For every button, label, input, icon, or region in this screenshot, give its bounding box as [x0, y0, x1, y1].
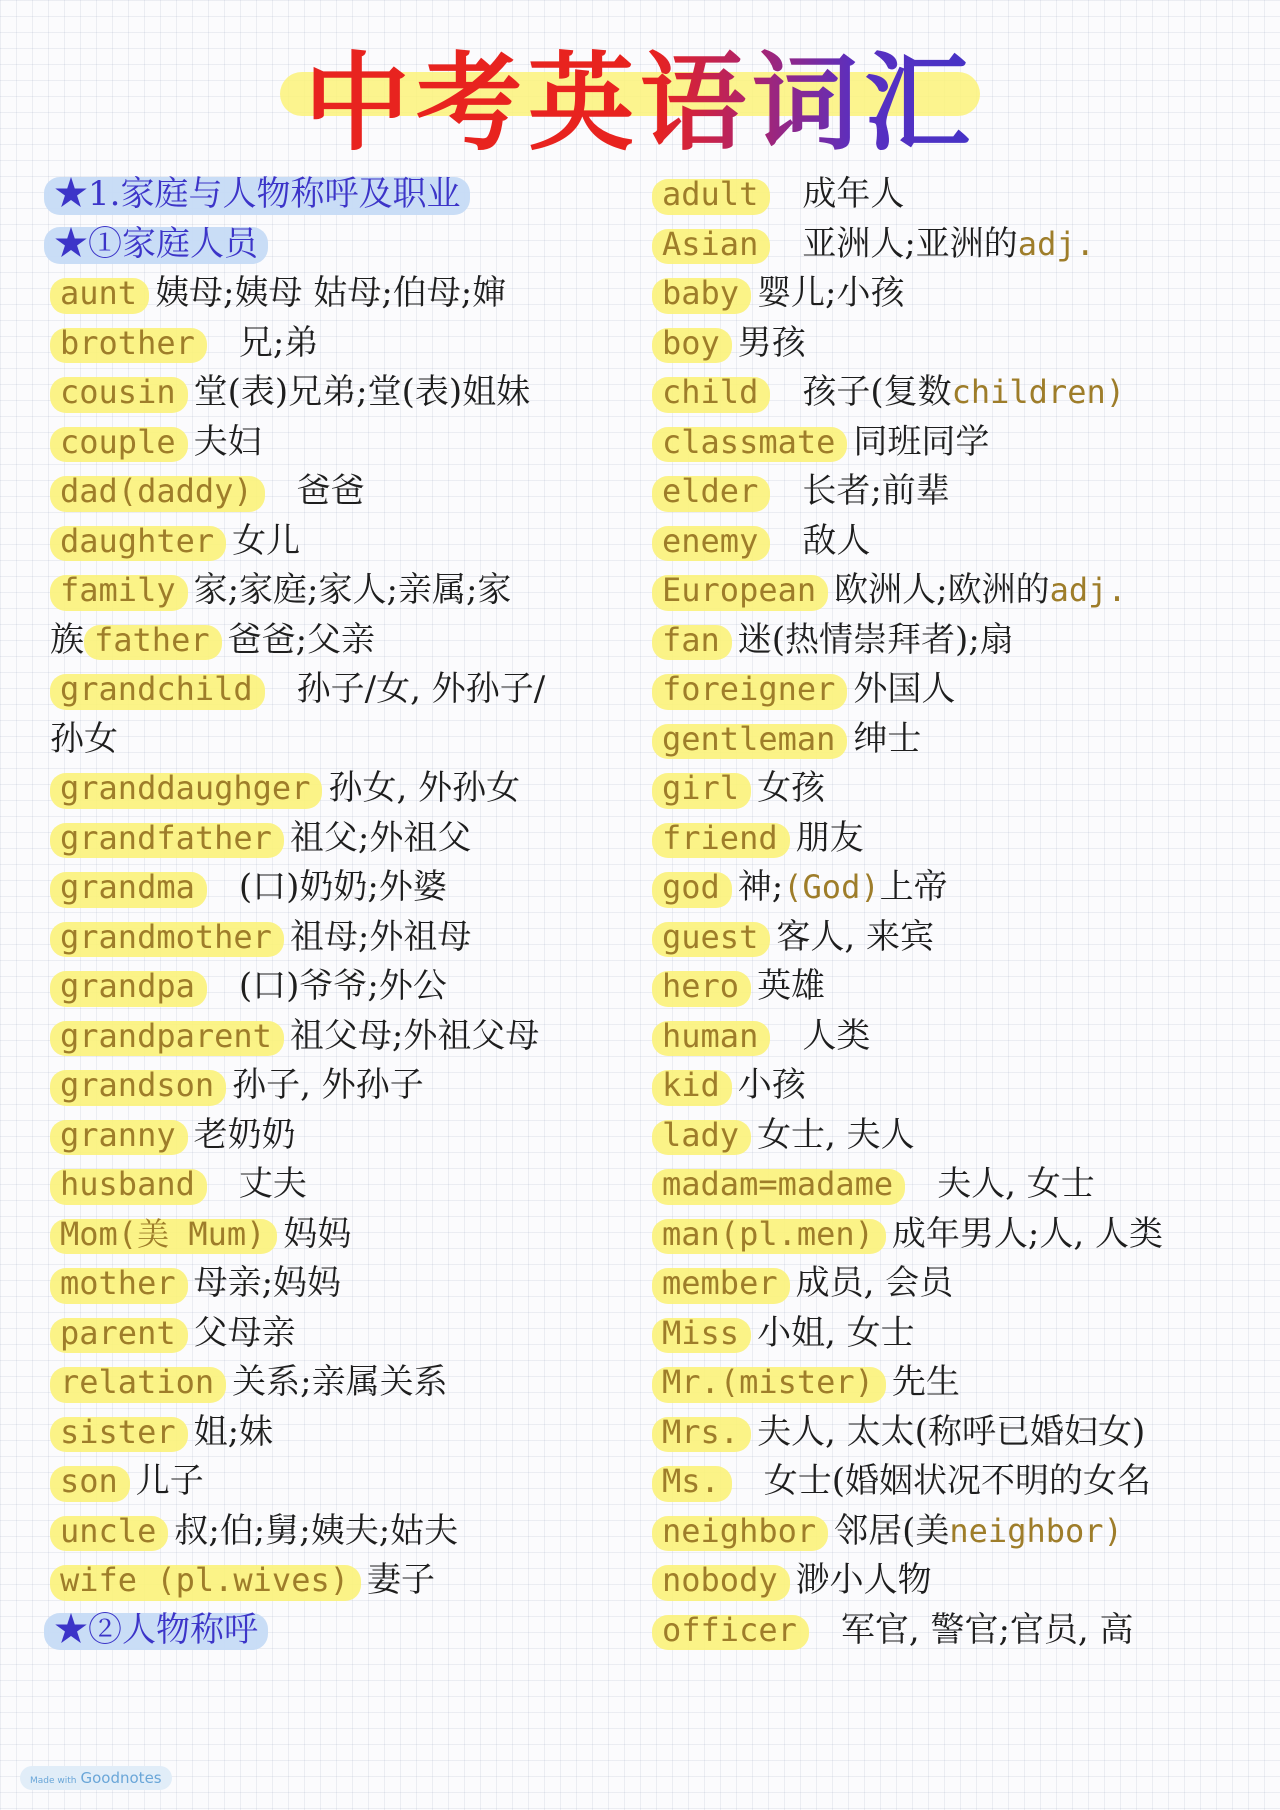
vocab-word: god — [652, 863, 732, 913]
vocab-word: foreigner — [652, 665, 847, 715]
vocab-word: granddaughger — [50, 764, 322, 814]
vocab-definition: 成员, 会员 — [795, 1263, 954, 1303]
vocab-word: gentleman — [652, 715, 847, 765]
vocab-word: Mom(美 Mum) — [50, 1210, 277, 1260]
vocab-definition: 婴儿;小孩 — [757, 273, 905, 313]
vocab-word: adult — [652, 170, 770, 220]
vocab-definition: 迷(热情崇拜者);扇 — [737, 619, 1014, 660]
vocab-definition-2: 上帝 — [879, 867, 948, 907]
vocab-entry — [50, 1408, 630, 1458]
vocab-word: lady — [652, 1111, 751, 1161]
vocab-definition: 孙子, 外孙子 — [232, 1065, 424, 1105]
vocab-definition: 同班同学 — [853, 421, 990, 462]
vocab-note: children) — [951, 373, 1125, 411]
vocab-word: Asian — [652, 220, 770, 270]
vocab-definition: 妈妈 — [283, 1213, 352, 1254]
vocab-word: guest — [652, 913, 770, 963]
vocab-definition: 成年男人;人, 人类 — [891, 1213, 1163, 1254]
vocab-word: member — [652, 1259, 790, 1309]
section-heading-text: ★①家庭人员 — [50, 220, 268, 270]
vocab-definition: 绅士 — [853, 718, 922, 759]
vocab-definition: 母亲;妈妈 — [193, 1263, 342, 1303]
vocab-definition: 丈夫 — [238, 1164, 307, 1204]
vocab-definition: 客人, 来宾 — [776, 916, 934, 957]
vocab-word: boy — [652, 319, 732, 369]
vocab-entry — [50, 962, 630, 1012]
vocab-entry — [50, 665, 630, 715]
vocab-word: madam=madame — [652, 1160, 905, 1210]
vocab-word: son — [50, 1457, 130, 1507]
vocab-definition: 爸爸;父亲 — [227, 619, 376, 660]
section-heading-text: ★1.家庭与人物称呼及职业 — [50, 170, 470, 220]
vocab-entry — [50, 1111, 630, 1161]
vocab-entry — [50, 1259, 630, 1309]
vocab-entry — [50, 1012, 630, 1062]
goodnotes-badge — [20, 1766, 172, 1790]
section-heading — [50, 220, 630, 270]
made-with-label: Made with — [30, 1776, 77, 1786]
vocab-entry — [652, 170, 1252, 220]
vocab-entry — [652, 566, 1252, 616]
vocab-definition: 女孩 — [757, 768, 826, 808]
vocab-definition: 军官, 警官;官员, 高 — [840, 1609, 1134, 1650]
vocab-entry — [50, 467, 630, 517]
vocab-definition: 长者;前辈 — [802, 471, 950, 511]
vocab-definition: 外国人 — [853, 669, 956, 709]
vocab-entry — [50, 1358, 630, 1408]
definition-text: 孙女 — [50, 718, 118, 759]
vocab-definition: 欧洲人;欧洲的 — [834, 570, 1050, 610]
vocab-word: wife (pl.wives) — [50, 1556, 361, 1606]
vocab-entry — [652, 1309, 1252, 1359]
vocab-word: hero — [652, 962, 751, 1012]
vocab-word: human — [652, 1012, 770, 1062]
vocab-word: classmate — [652, 418, 847, 468]
vocab-definition: 亚洲人;亚洲的 — [802, 223, 1018, 264]
vocab-definition: 家;家庭;家人;亲属;家 — [193, 570, 512, 610]
vocab-word: child — [652, 368, 770, 418]
vocab-entry — [652, 269, 1252, 319]
vocab-word: fan — [652, 616, 732, 666]
vocab-definition: 女士, 夫人 — [757, 1114, 915, 1155]
vocab-definition: 姨母;姨母 姑母;伯母;婶 — [155, 273, 507, 313]
vocab-entry — [652, 665, 1252, 715]
vocab-definition: 老奶奶 — [193, 1114, 296, 1155]
vocab-entry — [50, 517, 630, 567]
vocab-definition: 祖父;外祖父 — [289, 817, 472, 858]
vocab-word: uncle — [50, 1507, 168, 1557]
vocab-word: relation — [50, 1358, 226, 1408]
vocab-entry — [652, 1210, 1252, 1260]
vocab-note: adj. — [1049, 571, 1127, 609]
vocab-entry — [50, 1309, 630, 1359]
vocab-entry — [50, 814, 630, 864]
vocab-word: enemy — [652, 517, 770, 567]
vocab-definition: 夫人, 太太(称呼已婚妇女) — [757, 1411, 1146, 1452]
vocab-definition: 儿子 — [135, 1461, 204, 1501]
vocab-definition: 渺小人物 — [795, 1560, 932, 1600]
vocab-entry — [652, 764, 1252, 814]
vocab-entry — [652, 814, 1252, 864]
vocab-entry — [50, 418, 630, 468]
vocab-word: Mrs. — [652, 1408, 751, 1458]
vocab-entry — [652, 368, 1252, 418]
continuation-line — [50, 715, 630, 765]
vocab-definition: (口)奶奶;外婆 — [238, 867, 447, 907]
vocab-word: brother — [50, 319, 207, 369]
section-heading — [50, 170, 630, 220]
vocab-definition: 朋友 — [795, 817, 864, 858]
vocab-word: sister — [50, 1408, 188, 1458]
vocab-word: cousin — [50, 368, 188, 418]
vocab-definition: 祖父母;外祖父母 — [289, 1015, 540, 1056]
vocab-word: neighbor — [652, 1507, 828, 1557]
vocab-definition: 女儿 — [232, 520, 301, 561]
section-heading — [50, 1606, 630, 1656]
vocab-entry — [652, 1457, 1252, 1507]
vocab-word: grandparent — [50, 1012, 284, 1062]
vocab-entry — [652, 1408, 1252, 1458]
vocab-entry — [652, 1111, 1252, 1161]
vocab-entry — [652, 962, 1252, 1012]
vocab-entry — [50, 368, 630, 418]
vocab-definition: 妻子 — [366, 1560, 435, 1600]
vocab-definition: 孙女, 外孙女 — [328, 768, 521, 808]
vocab-word: man(pl.men) — [652, 1210, 886, 1260]
vocab-word: aunt — [50, 269, 149, 319]
vocab-definition: 姐;妹 — [193, 1411, 274, 1452]
vocab-word: girl — [652, 764, 751, 814]
vocab-entry — [652, 715, 1252, 765]
vocab-definition: 邻居(美 — [834, 1510, 950, 1551]
vocab-entry — [652, 1061, 1252, 1111]
vocab-definition: 小孩 — [737, 1065, 806, 1105]
vocab-word: European — [652, 566, 828, 616]
vocab-entry — [50, 566, 630, 616]
left-column — [50, 170, 630, 1655]
vocab-word: officer — [652, 1606, 809, 1656]
vocab-word: granny — [50, 1111, 188, 1161]
vocab-definition: 兄;弟 — [238, 322, 319, 363]
vocab-word: family — [50, 566, 188, 616]
vocab-entry — [652, 220, 1252, 270]
vocab-entry — [50, 1160, 630, 1210]
vocab-definition: 祖母;外祖母 — [289, 916, 472, 957]
vocab-definition: 男孩 — [737, 322, 806, 363]
vocab-entry — [50, 1210, 630, 1260]
vocab-entry — [652, 1556, 1252, 1606]
vocab-word: grandma — [50, 863, 207, 913]
vocab-entry — [50, 913, 630, 963]
vocab-entry — [652, 1606, 1252, 1656]
vocab-word: grandchild — [50, 665, 265, 715]
vocab-definition: 人类 — [802, 1015, 871, 1056]
vocab-word: grandmother — [50, 913, 284, 963]
page-title: 中考英语词汇 — [304, 42, 976, 165]
vocab-entry — [50, 1457, 630, 1507]
vocab-note: (God) — [783, 868, 880, 906]
vocab-entry — [50, 1507, 630, 1557]
vocab-word: nobody — [652, 1556, 790, 1606]
vocab-word: husband — [50, 1160, 207, 1210]
vocab-entry — [652, 1259, 1252, 1309]
vocab-word: grandpa — [50, 962, 207, 1012]
vocab-definition: 英雄 — [757, 966, 826, 1006]
vocab-definition: 孩子(复数 — [802, 372, 952, 412]
vocab-entry — [652, 517, 1252, 567]
vocab-word: father — [84, 616, 222, 666]
definition-prefix: 族 — [50, 619, 84, 660]
section-heading-text: ★②人物称呼 — [50, 1606, 268, 1656]
vocab-entry — [652, 467, 1252, 517]
vocab-word: mother — [50, 1259, 188, 1309]
vocab-definition: 成年人 — [802, 174, 905, 214]
vocab-entry — [652, 616, 1252, 666]
vocab-entry — [50, 269, 630, 319]
vocab-word: Ms. — [652, 1457, 732, 1507]
vocab-entry — [652, 1507, 1252, 1557]
vocab-word: friend — [652, 814, 790, 864]
vocab-definition: 叔;伯;舅;姨夫;姑夫 — [174, 1510, 459, 1551]
vocab-definition: 父母亲 — [193, 1312, 296, 1353]
vocab-word: baby — [652, 269, 751, 319]
vocab-entry — [652, 319, 1252, 369]
vocab-word: Mr.(mister) — [652, 1358, 886, 1408]
vocab-entry — [50, 1061, 630, 1111]
vocab-note: adj. — [1017, 224, 1095, 263]
vocab-entry — [50, 616, 630, 666]
vocab-entry — [652, 913, 1252, 963]
vocab-entry — [50, 1556, 630, 1606]
vocab-entry — [652, 1358, 1252, 1408]
vocab-definition: 神; — [737, 867, 784, 907]
vocab-definition: 爸爸 — [296, 471, 365, 511]
vocab-definition: 夫人, 女士 — [937, 1164, 1095, 1204]
vocab-entry — [652, 1160, 1252, 1210]
vocab-entry — [652, 863, 1252, 913]
vocab-word: grandfather — [50, 814, 284, 864]
vocab-definition: 敌人 — [802, 520, 871, 561]
vocab-note: neighbor) — [949, 1511, 1123, 1550]
vocab-definition: 小姐, 女士 — [757, 1312, 915, 1353]
vocab-definition: 关系;亲属关系 — [232, 1362, 448, 1402]
vocab-definition: (口)爷爷;外公 — [238, 966, 447, 1006]
vocab-definition: 夫妇 — [193, 421, 262, 462]
vocab-word: Miss — [652, 1309, 751, 1359]
vocab-entry — [652, 418, 1252, 468]
vocab-word: dad(daddy) — [50, 467, 265, 517]
vocab-definition: 孙子/女, 外孙子/ — [296, 669, 546, 709]
vocab-entry — [50, 319, 630, 369]
vocab-definition: 堂(表)兄弟;堂(表)姐妹 — [193, 372, 531, 412]
vocab-word: parent — [50, 1309, 188, 1359]
vocab-word: daughter — [50, 517, 226, 567]
vocab-definition: 女士(婚姻状况不明的女名 — [763, 1461, 1152, 1501]
vocab-entry — [50, 863, 630, 913]
vocab-word: elder — [652, 467, 770, 517]
right-column — [652, 170, 1252, 1655]
vocab-word: couple — [50, 418, 188, 468]
vocab-entry — [50, 764, 630, 814]
vocab-definition: 先生 — [891, 1362, 960, 1402]
goodnotes-logo-text: Goodnotes — [80, 1769, 162, 1787]
title-area — [0, 44, 1280, 164]
vocab-word: grandson — [50, 1061, 226, 1111]
vocab-entry — [652, 1012, 1252, 1062]
vocab-word: kid — [652, 1061, 732, 1111]
